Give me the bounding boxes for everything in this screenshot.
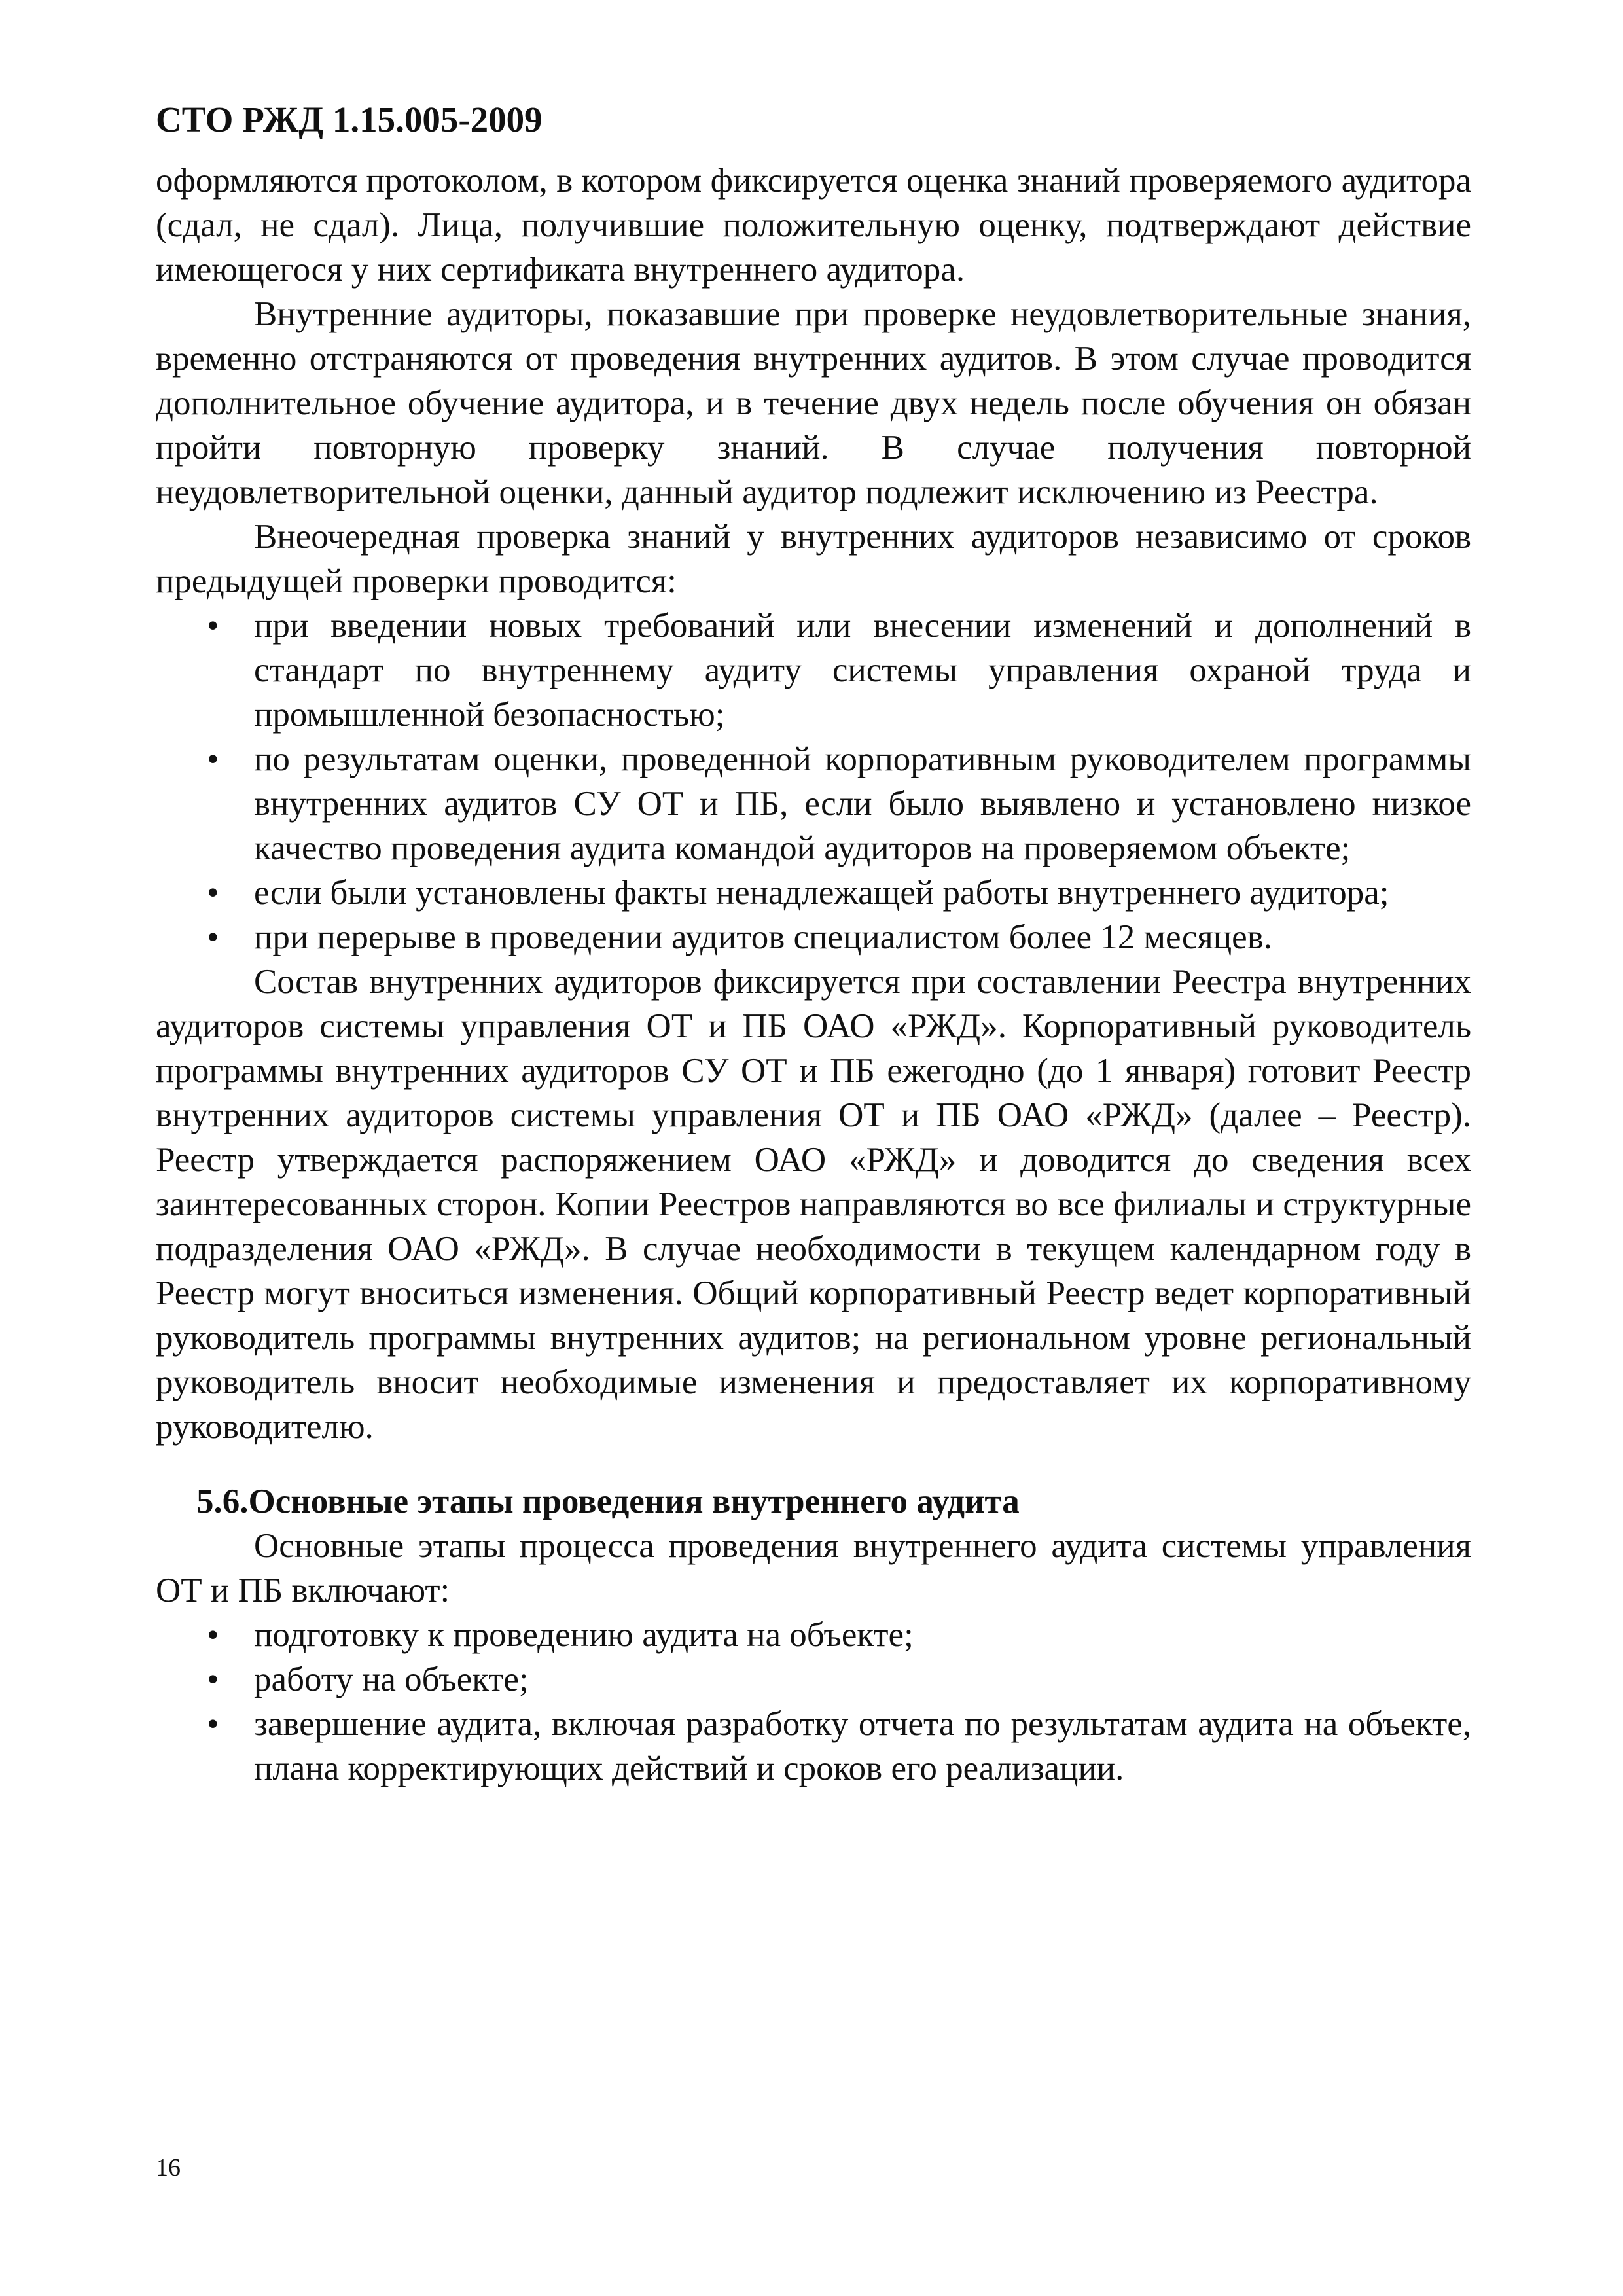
bullet-icon: • (207, 1660, 219, 1698)
list-item-text: при перерыве в проведении аудитов специалистом более 12 месяцев. (254, 918, 1272, 956)
list-item (156, 1613, 1471, 1657)
bullet-icon: • (207, 607, 219, 645)
bullet-icon: • (207, 1616, 219, 1654)
list-item-text: при введении новых требований или внесении изменений и дополнений в стандарт по внутреннему аудиту системы управления охраной труда и промышленной безопасностью; (254, 607, 1471, 734)
bullet-icon: • (207, 874, 219, 912)
page-number: 16 (156, 2154, 181, 2181)
list-item (156, 1702, 1471, 1791)
section-number: 5.6. (196, 1482, 249, 1520)
bullet-icon: • (207, 918, 219, 956)
document-code-header: СТО РЖД 1.15.005-2009 (156, 99, 543, 139)
list-item (156, 603, 1471, 737)
list-item-text: подготовку к проведению аудита на объекте; (254, 1616, 914, 1654)
extraordinary-check-list (156, 603, 1471, 960)
section-intro: Основные этапы процесса проведения внутреннего аудита системы управления ОТ и ПБ включают: (156, 1527, 1471, 1609)
list-item-text: по результатам оценки, проведенной корпоративным руководителем программы внутренних аудитов СУ ОТ и ПБ, если было выявлено и установлено низкое качество проведения аудита командой аудиторов на проверяемом объекте; (254, 740, 1471, 867)
paragraph-protocol: оформляются протоколом, в котором фиксируется оценка знаний проверяемого аудитора (сдал, не сдал). Лица, получившие положительную оценку, подтверждают действие имеющегося у них сертификата внутреннего аудитора. (156, 162, 1471, 289)
list-item (156, 870, 1471, 915)
list-item (156, 1657, 1471, 1702)
list-item-text: работу на объекте; (254, 1660, 529, 1698)
bullet-icon: • (207, 1705, 219, 1743)
list-item (156, 737, 1471, 870)
section-title: Основные этапы проведения внутреннего аудита (248, 1482, 1020, 1520)
list-item-text: завершение аудита, включая разработку отчета по результатам аудита на объекте, плана корректирующих действий и сроков его реализации. (254, 1705, 1471, 1787)
page-body (156, 158, 1471, 1791)
paragraph-unsatisfactory: Внутренние аудиторы, показавшие при проверке неудовлетворительные знания, временно отстраняются от проведения внутренних аудитов. В этом случае проводится дополнительное обучение аудитора, и в течение двух недель после обучения он обязан пройти повторную проверку знаний. В случае получения повторной неудовлетворительной оценки, данный аудитор подлежит исключению из Реестра. (156, 295, 1471, 511)
section-heading (156, 1479, 1471, 1524)
bullet-icon: • (207, 740, 219, 778)
list-item-text: если были установлены факты ненадлежащей работы внутреннего аудитора; (254, 874, 1389, 912)
paragraph-extraordinary-check: Внеочередная проверка знаний у внутренних аудиторов независимо от сроков предыдущей проверки проводится: (156, 518, 1471, 600)
list-item (156, 915, 1471, 960)
audit-stages-list (156, 1613, 1471, 1791)
paragraph-registry: Состав внутренних аудиторов фиксируется при составлении Реестра внутренних аудиторов системы управления ОТ и ПБ ОАО «РЖД». Корпоративный руководитель программы внутренних аудиторов СУ ОТ и ПБ ежегодно (до 1 января) готовит Реестр внутренних аудиторов системы управления ОТ и ПБ ОАО «РЖД» (далее – Реестр). Реестр утверждается распоряжением ОАО «РЖД» и доводится до сведения всех заинтересованных сторон. Копии Реестров направляются во все филиалы и структурные подразделения ОАО «РЖД». В случае необходимости в текущем календарном году в Реестр могут вноситься изменения. Общий корпоративный Реестр ведет корпоративный руководитель программы внутренних аудитов; на региональном уровне региональный руководитель вносит необходимые изменения и предоставляет их корпоративному руководителю. (156, 963, 1471, 1446)
